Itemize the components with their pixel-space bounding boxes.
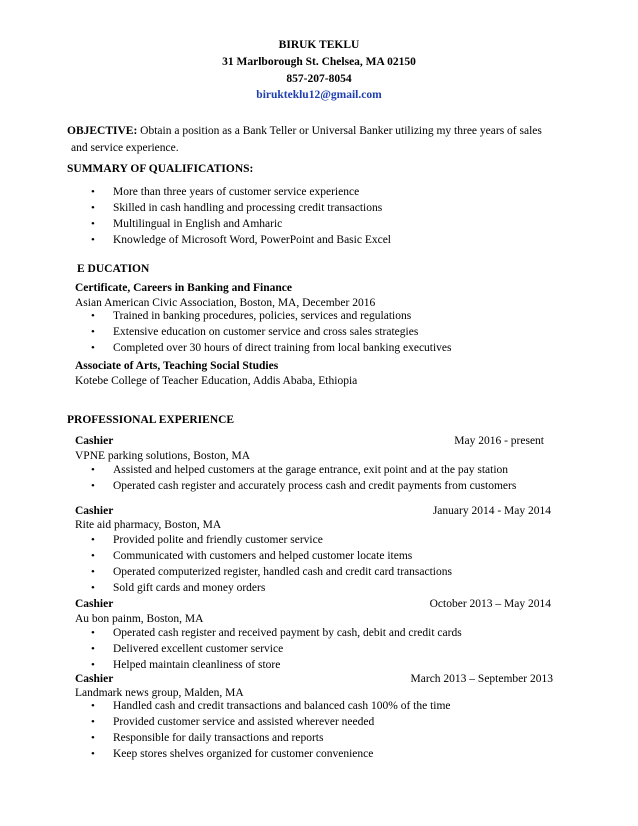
experience-heading: PROFESSIONAL EXPERIENCE	[67, 414, 235, 426]
list-item: • Multilingual in English and Amharic	[113, 218, 391, 234]
list-item: • Provided polite and friendly customer service	[113, 534, 452, 550]
education-title: Certificate, Careers in Banking and Finance	[75, 282, 292, 294]
objective	[67, 125, 542, 137]
list-item: • Provided customer service and assisted wherever needed	[113, 716, 451, 732]
education-org: Asian American Civic Association, Boston, MA, December 2016	[75, 297, 376, 309]
email-link[interactable]: birukteklu12@gmail.com	[256, 89, 382, 101]
objective-text: Obtain a position as a Bank Teller or Universal Banker utilizing my three years of sales	[137, 125, 542, 137]
job-dates: March 2013 – September 2013	[410, 673, 553, 685]
job-company: Landmark news group, Malden, MA	[75, 687, 244, 699]
education-title: Associate of Arts, Teaching Social Studies	[75, 360, 279, 372]
job-duties	[113, 534, 452, 598]
job-company: VPNE parking solutions, Boston, MA	[75, 450, 251, 462]
summary-heading: SUMMARY OF QUALIFICATIONS:	[67, 163, 254, 175]
list-item: • Helped maintain cleanliness of store	[113, 659, 462, 675]
education-org: Kotebe College of Teacher Education, Addis Ababa, Ethiopia	[75, 375, 358, 387]
job-title: Cashier	[75, 598, 114, 610]
address: 31 Marlborough St. Chelsea, MA 02150	[222, 56, 416, 68]
list-item: • Trained in banking procedures, policies, services and regulations	[113, 310, 452, 326]
list-item: • Delivered excellent customer service	[113, 643, 462, 659]
list-item: • Operated cash register and received payment by cash, debit and credit cards	[113, 627, 462, 643]
job-dates: October 2013 – May 2014	[429, 598, 551, 610]
job-title: Cashier	[75, 435, 114, 447]
phone: 857-207-8054	[286, 73, 352, 85]
list-item: • Operated computerized register, handled cash and credit card transactions	[113, 566, 452, 582]
objective-label: OBJECTIVE:	[67, 125, 138, 137]
job-duties	[113, 464, 516, 496]
job-duties	[113, 627, 462, 675]
list-item: • Skilled in cash handling and processing credit transactions	[113, 202, 391, 218]
job-title: Cashier	[75, 505, 114, 517]
job-dates: January 2014 - May 2014	[432, 505, 551, 517]
list-item: • Responsible for daily transactions and reports	[113, 732, 451, 748]
list-item: • Keep stores shelves organized for customer convenience	[113, 748, 451, 764]
objective-text-line2: and service experience.	[71, 142, 179, 154]
job-company: Rite aid pharmacy, Boston, MA	[75, 519, 222, 531]
list-item: • Operated cash register and accurately process cash and credit payments from customers	[113, 480, 516, 496]
job-title: Cashier	[75, 673, 114, 685]
job-dates: May 2016 - present	[454, 435, 544, 447]
job-duties	[113, 700, 451, 764]
education-list	[113, 310, 452, 358]
list-item: • Communicated with customers and helped customer locate items	[113, 550, 452, 566]
list-item: • Handled cash and credit transactions and balanced cash 100% of the time	[113, 700, 451, 716]
list-item: • Completed over 30 hours of direct training from local banking executives	[113, 342, 452, 358]
list-item: • Extensive education on customer service and cross sales strategies	[113, 326, 452, 342]
list-item: • Knowledge of Microsoft Word, PowerPoint and Basic Excel	[113, 234, 391, 250]
job-company: Au bon painm, Boston, MA	[75, 613, 204, 625]
education-heading: E DUCATION	[77, 263, 150, 275]
summary-list	[113, 186, 391, 250]
list-item: • Sold gift cards and money orders	[113, 582, 452, 598]
candidate-name: BIRUK TEKLU	[278, 39, 360, 51]
list-item: • More than three years of customer service experience	[113, 186, 391, 202]
list-item: • Assisted and helped customers at the garage entrance, exit point and at the pay station	[113, 464, 516, 480]
